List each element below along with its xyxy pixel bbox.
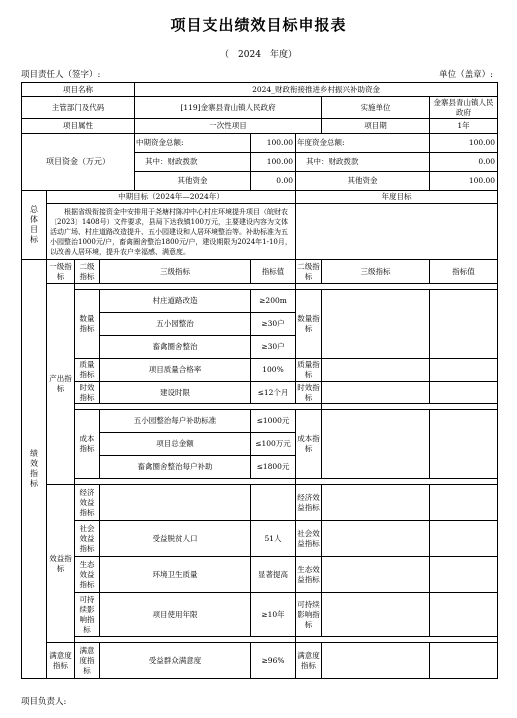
timeliness-indicator-b: 时效指标: [297, 382, 320, 402]
indicator-name: 项目总金额: [100, 433, 251, 456]
year-total-label: 年度资金总额:: [296, 134, 430, 153]
indicator-name: 受益群众满意度: [100, 643, 251, 679]
col-value: 指标值: [251, 260, 296, 284]
indicator-name: 五小园整治: [100, 313, 251, 336]
indicator-name: 环境卫生质量: [100, 557, 251, 593]
sustainable-indicator: 可持续影响指标: [75, 593, 100, 637]
quantity-indicator: 数量指标: [75, 290, 100, 359]
col-level3: 三级指标: [100, 260, 251, 284]
satisfaction-l2-indicator: 满意度指标: [75, 643, 100, 679]
indicator-value: ≥200m: [251, 290, 296, 313]
impl-label: 实施单位: [322, 97, 430, 119]
indicator-value: ≥30户: [251, 336, 296, 359]
indicator-name: 受益脱贫人口: [100, 521, 251, 557]
impl-value: 金寨县青山镇人民政府: [430, 97, 498, 119]
benefit-indicator: 效益指标: [47, 485, 75, 643]
year-other: 100.00: [430, 172, 498, 191]
dept-label: 主管部门及代码: [22, 97, 135, 119]
year-goal-text: [296, 204, 498, 260]
ecological-indicator-b: 生态效益指标: [296, 557, 322, 593]
dept-value: [119]金寨县青山镇人民政府: [135, 97, 322, 119]
col-level2-b: 二级指标: [296, 260, 322, 284]
economic-indicator: 经济效益指标: [75, 485, 100, 521]
unit-label: 单位（盖章）:: [439, 70, 493, 80]
mid-total-label: 中期资金总额:: [135, 134, 251, 153]
period-value: 1年: [430, 119, 498, 134]
quantity-indicator-b: 数量指标: [296, 290, 322, 359]
mid-total: 100.00: [251, 134, 296, 153]
quality-indicator: 质量指标: [75, 359, 100, 382]
col-level2: 二级指标: [75, 260, 100, 284]
indicator-name: 建设时限: [100, 382, 251, 404]
indicator-name: 项目质量合格率: [100, 359, 251, 382]
col-value-b: 指标值: [430, 260, 498, 284]
indicator-name: 五小园整治每户补助标准: [100, 410, 251, 433]
social-indicator: 社会效益指标: [75, 521, 100, 557]
satisfaction-indicator: 满意度指标: [47, 643, 75, 679]
quality-indicator-b: 质量指标: [296, 359, 322, 382]
year-total: 100.00: [430, 134, 498, 153]
col-level3-b: 三级指标: [322, 260, 430, 284]
social-indicator-b: 社会效益指标: [296, 521, 322, 557]
mid-fiscal: 100.00: [251, 153, 296, 172]
period-label: 项目期: [322, 119, 430, 134]
ecological-indicator: 生态效益指标: [75, 557, 100, 593]
year-fiscal: 0.00: [430, 153, 498, 172]
funds-label: 项目资金（万元）: [22, 134, 135, 191]
project-name: 2024_财政衔接推进乡村振兴补助资金: [135, 83, 498, 97]
mid-goal-text: 根据省级衔接资金中安排用于尧塘村陈冲中心村庄环境提升项目（皖财农〔2023〕1408号）文件要求，县局下达我镇100万元，主要建设内容为文体活动广场、村庄道路改造提升、五小园建设和人居环境整治等。补助标准为五小园整治1000元/户，畜禽圈舍整治1800元/户，建设期限为2024年1-10月，以改善人居环境，提升农户幸福感、满意度。: [47, 204, 296, 260]
year-goal-header: 年度目标: [296, 191, 498, 204]
satisfaction-l2-indicator-b: 满意度指标: [296, 643, 322, 679]
mid-fiscal-label: 其中：财政拨款: [135, 153, 251, 172]
sustainable-indicator-b: 可持续影响指标: [296, 593, 322, 637]
indicator-value: 100%: [251, 359, 296, 382]
indicator-name: 项目使用年限: [100, 593, 251, 637]
indicator-name: 村庄道路改造: [100, 290, 251, 313]
output-indicator: 产出指标: [47, 284, 75, 485]
cost-indicator-b: 成本指标: [296, 410, 322, 479]
project-name-label: 项目名称: [22, 83, 135, 97]
indicator-name: 畜禽圈舍整治每户补助: [100, 456, 251, 479]
timeliness-indicator: 时效指标: [75, 382, 100, 404]
indicator-value: ≥96%: [251, 643, 296, 679]
year-other-label: 其他资金: [296, 172, 430, 191]
mid-other: 0.00: [251, 172, 296, 191]
indicator-name: 畜禽圈舍整治: [100, 336, 251, 359]
indicator-value: ≤1000元: [251, 410, 296, 433]
mid-goal-header: 中期目标（2024年—2024年）: [47, 191, 296, 204]
year-line: （ 2024 年度）: [220, 50, 297, 60]
responsible-label: 项目责任人（签字）:: [21, 70, 101, 80]
col-level1: 一级指标: [47, 260, 75, 284]
mid-other-label: 其他资金: [135, 172, 251, 191]
indicator-value: ≤1800元: [251, 456, 296, 479]
indicator-value: ≤12个月: [251, 382, 296, 404]
economic-indicator-b: 经济效益指标: [296, 485, 322, 521]
goals-label: 总体目标: [22, 191, 47, 260]
indicator-value: 显著提高: [251, 557, 296, 593]
cost-indicator: 成本指标: [75, 410, 100, 479]
attr-value: 一次性项目: [135, 119, 322, 134]
indicator-value: ≥30户: [251, 313, 296, 336]
indicator-value: ≥10年: [251, 593, 296, 637]
indicator-value: ≤100万元: [251, 433, 296, 456]
year-fiscal-label: 其中：财政拨款: [296, 153, 430, 172]
page-title: 项目支出绩效目标申报表: [170, 16, 347, 34]
indicators-label: 绩效指标: [22, 260, 47, 679]
attr-label: 项目属性: [22, 119, 135, 134]
indicator-value: 51人: [251, 521, 296, 557]
performance-table: [21, 82, 498, 679]
footer-label: 项目负责人:: [21, 697, 67, 707]
